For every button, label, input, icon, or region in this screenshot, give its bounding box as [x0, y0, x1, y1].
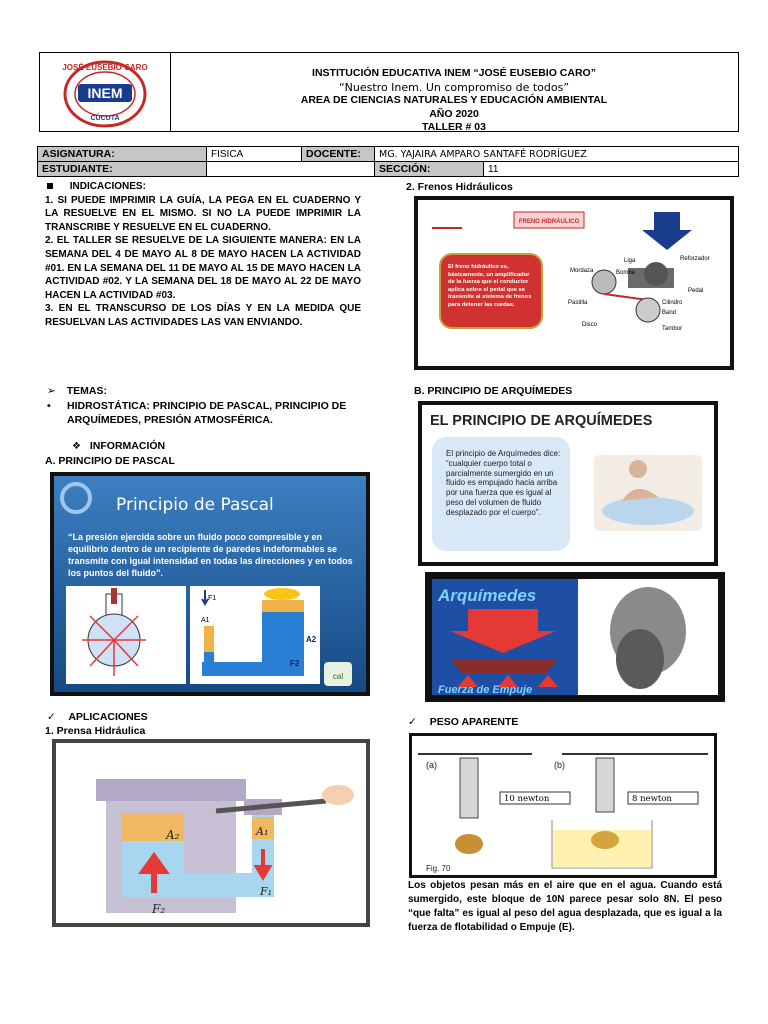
prensa-image — [52, 739, 370, 927]
arquimedes-slide-title: EL PRINCIPIO DE ARQUÍMEDES — [430, 413, 653, 429]
arrow-bullet-icon: ➢ — [47, 385, 56, 397]
asignatura-label: ASIGNATURA: — [38, 147, 207, 162]
asignatura-value: FISICA — [207, 147, 302, 162]
svg-text:F₁: F₁ — [260, 885, 273, 898]
arquimedes-slide — [418, 401, 718, 566]
institution-motto: “Nuestro Inem. Un compromiso de todos” — [338, 80, 570, 94]
svg-text:A2: A2 — [306, 635, 317, 644]
svg-text:Reforzador: Reforzador — [680, 256, 710, 262]
svg-text:A₁: A₁ — [256, 825, 269, 838]
docente-label: DOCENTE: — [302, 147, 375, 162]
svg-text:A₂: A₂ — [166, 828, 180, 842]
temas-item-row — [47, 399, 352, 427]
informacion-title: INFORMACIÓN — [89, 440, 166, 452]
svg-text:cal: cal — [332, 672, 344, 681]
school-logo — [40, 53, 170, 131]
indicacion-item: 1. SI PUEDE IMPRIMIR LA GUÍA, LA PEGA EN EL CUADERNO Y LA RESUELVE EN EL MISMO. SI NO LA PUEDE IMPRIMIR LA TRANSCRIBE Y RESUELVE EN EL CUADERNO. — [45, 194, 361, 233]
svg-text:Fig. 70: Fig. 70 — [426, 864, 451, 873]
estudiante-label: ESTUDIANTE: — [38, 162, 207, 177]
svg-text:Mordaza: Mordaza — [570, 268, 594, 274]
svg-text:CÚCUTA: CÚCUTA — [90, 115, 120, 122]
svg-text:F2: F2 — [290, 659, 300, 668]
svg-text:(b): (b) — [554, 760, 565, 770]
seccion-label: SECCIÓN: — [375, 162, 484, 177]
frenos-text: El freno hidráulico es, básicamente, un amplificador de la fuerza que el conductor aplica sobre el pedal que se transmite al sistema de frenos para detener las ruedas. — [448, 264, 532, 308]
pascal-slide-title: Principio de Pascal — [116, 495, 274, 515]
svg-text:Bomba: Bomba — [616, 270, 636, 276]
temas-title-row — [47, 385, 107, 397]
pascal-slide — [50, 472, 370, 696]
check-bullet-icon: ✓ — [47, 711, 56, 723]
svg-text:Pedal: Pedal — [688, 288, 704, 294]
svg-text:Arquímedes: Arquímedes — [438, 586, 537, 605]
indicacion-item: 3. EN EL TRANSCURSO DE LOS DÍAS Y EN LA MEDIDA QUE RESUELVAN LAS ACTIVIDADES LAS VAN ENVIANDO. — [45, 303, 361, 328]
indicaciones-title-row — [45, 180, 361, 194]
svg-text:Tambor: Tambor — [662, 326, 683, 332]
info-table — [37, 146, 739, 177]
informacion-row — [72, 440, 165, 452]
peso-aparente-graphic — [412, 736, 714, 875]
indicaciones-title: INDICACIONES: — [69, 181, 146, 192]
svg-text:INEM: INEM — [87, 85, 123, 101]
logo-cell — [40, 53, 171, 131]
arquimedes-banner — [425, 572, 725, 702]
svg-text:F1: F1 — [208, 595, 217, 602]
docente-value: MG. YAJAIRA AMPARO SANTAFÉ RODRÍGUEZ — [375, 147, 739, 162]
svg-text:Band: Band — [662, 310, 677, 316]
check-bullet-icon: ✓ — [408, 716, 417, 728]
bullet-square-icon — [47, 183, 53, 189]
aplicaciones-title: APLICACIONES — [68, 711, 148, 723]
svg-text:Liga: Liga — [624, 258, 636, 264]
hydraulic-press-graphic — [56, 743, 366, 923]
indicacion-item: 2. EL TALLER SE RESUELVE DE LA SIGUIENTE MANERA: EN LA SEMANA DEL 4 DE MAYO AL 8 DE MAYO HACEN LA ACTIVIDAD #01. EN LA SEMANA DEL 11 DE MAYO AL 15 DE MAYO HACEN LA ACTIVIDAD #02. Y LA SEMANA DEL 18 DE MAYO AL 22 DE MAYO HACEN LA ACTIVIDAD #03. — [45, 235, 361, 301]
area-name: AREA DE CIENCIAS NATURALES Y EDUCACIÓN AMBIENTAL — [300, 94, 608, 106]
svg-text:8 newton: 8 newton — [632, 794, 672, 804]
year: AÑO 2020 — [429, 107, 479, 120]
temas-title: TEMAS: — [66, 385, 107, 397]
taller-number: TALLER # 03 — [422, 121, 486, 133]
peso-text: Los objetos pesan más en el aire que en el agua. Cuando está sumergido, este bloque de 10N parece pesar solo 8N. El peso “que falta” es igual al peso del agua desplazada, que es igual a la fuerza de flotabilidad o Empuje (E). — [408, 880, 722, 933]
svg-text:10 newton: 10 newton — [504, 794, 550, 804]
estudiante-field[interactable] — [207, 162, 375, 177]
frenos-image — [414, 196, 734, 370]
arquimedes-slide-text: El principio de Arquímedes dice: “cualquier cuerpo total o parcialmente sumergido en un fluido es empujado hacia arriba por una fuerza que es igual al peso del volumen de fluido desplazado por el cuerpo”. — [446, 449, 561, 517]
svg-text:Cilindro: Cilindro — [662, 300, 683, 306]
peso-image — [409, 733, 717, 878]
peso-row — [408, 716, 518, 728]
frenos-heading: 2. Frenos Hidráulicos — [406, 181, 513, 193]
pascal-slide-text: “La presión ejercida sobre un fluido poco compresible y en equilibrio dentro de un recipiente de paredes indeformables se transmite con igual intensidad en todas las direcciones y en todos los puntos del fluido”. — [68, 532, 353, 578]
svg-text:Pastilla: Pastilla — [568, 300, 588, 306]
seccion-value: 11 — [484, 162, 739, 177]
institution-name: INSTITUCIÓN EDUCATIVA INEM “JOSÉ EUSEBIO CARO” — [312, 67, 596, 79]
header-text — [170, 67, 738, 135]
svg-text:(a): (a) — [426, 760, 437, 770]
svg-text:FRENO HIDRÁULICO: FRENO HIDRÁULICO — [518, 219, 580, 225]
svg-text:Fuerza de Empuje: Fuerza de Empuje — [438, 684, 533, 696]
header-box — [39, 52, 739, 132]
svg-text:A1: A1 — [201, 617, 210, 624]
round-bullet-icon: • — [47, 400, 51, 412]
svg-text:Disco: Disco — [582, 322, 598, 328]
prensa-heading: 1. Prensa Hidráulica — [45, 725, 146, 737]
aplicaciones-row — [47, 711, 148, 723]
peso-title: PESO APARENTE — [429, 716, 519, 728]
diamond-bullet-icon: ❖ — [72, 441, 81, 452]
temas-item: HIDROSTÁTICA: PRINCIPIO DE PASCAL, PRINCIPIO DE ARQUÍMEDES, PRESIÓN ATMOSFÉRICA. — [67, 400, 347, 426]
arquimedes-heading: B. PRINCIPIO DE ARQUÍMEDES — [414, 385, 573, 397]
arquimedes-banner-graphic — [428, 575, 722, 699]
svg-text:F₂: F₂ — [152, 902, 166, 916]
pascal-slide-graphic — [54, 476, 366, 692]
indicaciones-section — [45, 180, 361, 330]
pascal-heading: A. PRINCIPIO DE PASCAL — [45, 455, 175, 467]
svg-text:JOSÉ EUSEBIO CARO: JOSÉ EUSEBIO CARO — [62, 63, 148, 72]
